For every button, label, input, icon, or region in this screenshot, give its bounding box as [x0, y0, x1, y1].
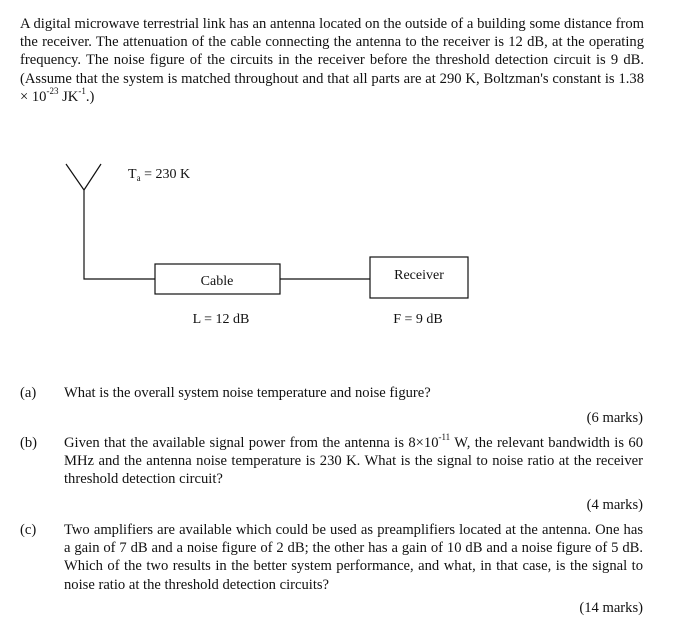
intro-text: A digital microwave terrestrial link has an antenna located on the outside of a building some distance from the receiver. The attenuation of the cable connecting the antenna to the receiver is 12 dB, at the operating frequency. The noise figure of the circuits in the receiver before the threshold detection circuit is 9 dB. (Assume that the system is matched throughout and that all parts are at 290 K, Boltzman's constant is 1.38 × 10 [20, 16, 644, 105]
receiver-label: Receiver [394, 268, 444, 283]
intro-text-end: .) [85, 88, 95, 105]
question-a-marks: (6 marks) [586, 410, 643, 426]
question-c-label: (c) [20, 522, 37, 538]
question-b-label: (b) [20, 435, 38, 451]
intro-exponent-1: -23 [46, 85, 59, 96]
question-b-marks: (4 marks) [586, 497, 643, 513]
problem-intro [20, 15, 644, 106]
question-c-text: Two amplifiers are available which could be used as preamplifiers located at the antenna. One has a gain of 7 dB and a noise figure of 2 dB; the other has a gain of 10 dB and a noise figure of 5 dB. Which of the two results in the better system performance, and what, in that case, is the signal to noise ratio at the threshold detection circuits? [64, 522, 643, 593]
receiver-noise-figure-label: F = 9 dB [393, 312, 443, 327]
question-c-marks: (14 marks) [579, 600, 643, 616]
antenna-feed-line [84, 190, 155, 279]
antenna-icon [66, 164, 101, 190]
intro-exponent-2: -1 [78, 85, 86, 96]
question-b-exponent: -11 [438, 432, 451, 443]
intro-unit: JK [58, 88, 79, 105]
antenna-temperature-label: $T_a = 230$ K [128, 167, 191, 183]
cable-loss-label: L = 12 dB [192, 312, 250, 327]
question-a-label: (a) [20, 385, 37, 401]
question-a-text: What is the overall system noise temperature and noise figure? [64, 385, 431, 401]
question-b-text: Given that the available signal power from the antenna is $8\times 10^{-11}$ W, the relevant bandwidth is 60 MHz and the antenna noise temperature is 230 K. What is the signal to noise ratio at the receiver threshold detection circuit? [64, 432, 643, 488]
cable-label: Cable [200, 274, 234, 289]
cable-box [155, 264, 280, 294]
receiver-box [370, 257, 468, 298]
